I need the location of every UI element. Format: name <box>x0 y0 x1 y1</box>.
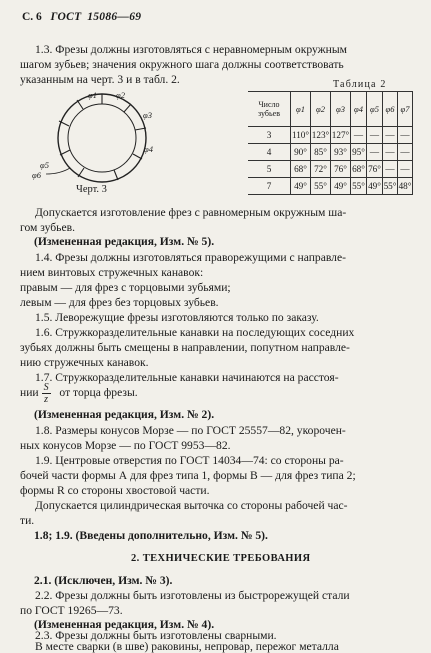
body-line: по ГОСТ 19265—73. <box>20 604 123 617</box>
column-header-phi-7: φ7 <box>398 92 413 127</box>
table-cell: — <box>367 127 383 144</box>
fraction-s-over-z: $\frac{S}{z}$ <box>43 382 49 405</box>
body-line: 1.5. Леворежущие фрезы изготовляются только по заказу. <box>35 311 319 324</box>
body-line: левым — для фрез без торцовых зубьев. <box>20 296 219 309</box>
body-line: 2.3. Фрезы должны быть изготовлены сварными. <box>35 629 277 642</box>
body-line: 1.6. Стружкоразделительные канавки на последующих соседних <box>35 326 355 339</box>
body-line: формы R со стороны хвостовой части. <box>20 484 210 497</box>
body-line: 1.7. Стружкоразделительные канавки начинаются на расстоя- <box>35 371 339 384</box>
table-cell: 49° <box>367 178 383 195</box>
table-cell: 90° <box>291 144 311 161</box>
body-line: зубьях должны быть смещены в направлении, попутном направле- <box>20 341 350 354</box>
amendment-note: (Измененная редакция, Изм. № 4). <box>34 618 215 631</box>
body-line: Допускается цилиндрическая выточка со стороны рабочей час- <box>35 499 348 512</box>
angle-label-phi-4: φ4 <box>144 144 153 154</box>
table-cell: 72° <box>311 161 331 178</box>
body-line: 1.9. Центровые отверстия по ГОСТ 14034—74: со стороны ра- <box>35 454 344 467</box>
table-cell: 95° <box>351 144 367 161</box>
column-header-phi-4: φ4 <box>351 92 367 127</box>
body-line: В месте сварки (в шве) раковины, непровар, пережог металла <box>35 640 339 653</box>
table-cell: 85° <box>311 144 331 161</box>
table-cell: 7 <box>248 178 291 195</box>
table-row <box>248 178 413 195</box>
column-header-phi-6: φ6 <box>383 92 398 127</box>
table-cell: — <box>398 127 413 144</box>
table-cell: — <box>367 144 383 161</box>
table-cell: — <box>383 161 398 178</box>
table-row <box>248 161 413 178</box>
leader-line <box>46 168 70 174</box>
table-row <box>248 144 413 161</box>
para-1-3-line-2: шагом зубьев; значения окружного шага должны соответствовать <box>20 58 344 71</box>
body-line: Допускается изготовление фрез с равномерным окружным ша- <box>35 206 347 219</box>
body-line: нием винтовых стружечных канавок: <box>20 266 204 279</box>
table-cell: 68° <box>291 161 311 178</box>
amendment-note: (Измененная редакция, Изм. № 5). <box>34 235 215 248</box>
table-cell: 55° <box>311 178 331 195</box>
table-cell: 55° <box>351 178 367 195</box>
table-cell: 55° <box>383 178 398 195</box>
table-cell: 68° <box>351 161 367 178</box>
table-cell: 49° <box>291 178 311 195</box>
figure-caption: Черт. 3 <box>76 184 107 195</box>
standard-label: ГОСТ <box>50 11 82 23</box>
body-line: гом зубьев. <box>20 221 75 234</box>
para-1-3-line-3: указанным на черт. 3 и в табл. 2. <box>20 73 180 86</box>
body-line: 1.4. Фрезы должны изготовляться праворежущими с направле- <box>35 251 346 264</box>
table-cell: — <box>383 144 398 161</box>
body-line: ных конусов Морзе — по ГОСТ 9953—82. <box>20 439 231 452</box>
angle-label-phi-1: φ1 <box>88 90 97 100</box>
table-cell: 110° <box>291 127 311 144</box>
table-row <box>248 127 413 144</box>
body-line: нию стружечных канавок. <box>20 356 149 369</box>
table-cell: — <box>398 161 413 178</box>
table-cell: 3 <box>248 127 291 144</box>
table-cell: 4 <box>248 144 291 161</box>
column-header-phi-5: φ5 <box>367 92 383 127</box>
amendment-note: 1.8; 1.9. (Введены дополнительно, Изм. № 5). <box>34 529 268 542</box>
table-cell: 123° <box>311 127 331 144</box>
table-cell: 127° <box>331 127 351 144</box>
standard-number: 15086—69 <box>87 11 142 23</box>
table-header-row <box>248 92 413 127</box>
table-cell: 48° <box>398 178 413 195</box>
page-number: С. 6 <box>22 11 42 23</box>
body-line: 2.2. Фрезы должны быть изготовлены из быстрорежущей стали <box>35 589 350 602</box>
amendment-note: (Измененная редакция, Изм. № 2). <box>34 408 215 421</box>
column-header-phi-2: φ2 <box>311 92 331 127</box>
para-1-3-line-1: 1.3. Фрезы должны изготовляться с неравномерным окружным <box>35 43 347 56</box>
angle-label-phi-3: φ3 <box>143 110 152 120</box>
amendment-note: 2.1. (Исключен, Изм. № 3). <box>34 574 173 587</box>
table-cell: — <box>351 127 367 144</box>
angle-label-phi-2: φ2 <box>116 90 125 100</box>
body-line: бочей части формы А для фрез типа 1, формы В — для фрез типа 2; <box>20 469 356 482</box>
table-cell: 49° <box>331 178 351 195</box>
table-cell: 93° <box>331 144 351 161</box>
table-cell: 76° <box>331 161 351 178</box>
body-line: ти. <box>20 514 35 527</box>
section-title: 2. ТЕХНИЧЕСКИЕ ТРЕБОВАНИЯ <box>131 553 311 564</box>
column-header-teeth: Число зубьев <box>248 92 291 127</box>
table-cell: — <box>398 144 413 161</box>
table-cell: 5 <box>248 161 291 178</box>
table-cell: 76° <box>367 161 383 178</box>
angle-label-phi-5: φ5 <box>40 160 49 170</box>
body-line: правым — для фрез с торцовыми зубьями; <box>20 281 231 294</box>
column-header-phi-3: φ3 <box>331 92 351 127</box>
tooth-angle-table <box>248 91 413 195</box>
column-header-phi-1: φ1 <box>291 92 311 127</box>
angle-label-phi-6: φ6 <box>32 170 41 180</box>
table-cell: — <box>383 127 398 144</box>
outer-circle <box>58 94 146 182</box>
page-header <box>22 11 141 23</box>
table-caption: Таблица 2 <box>333 79 387 90</box>
inner-circle <box>68 104 136 172</box>
para-1-7-tail: нии $\frac{S}{z}$ от торца фрезы. <box>20 382 138 405</box>
cutter-tooth-spacing-diagram <box>30 88 180 190</box>
body-line: 1.8. Размеры конусов Морзе — по ГОСТ 25557—82, укорочен- <box>35 424 346 437</box>
